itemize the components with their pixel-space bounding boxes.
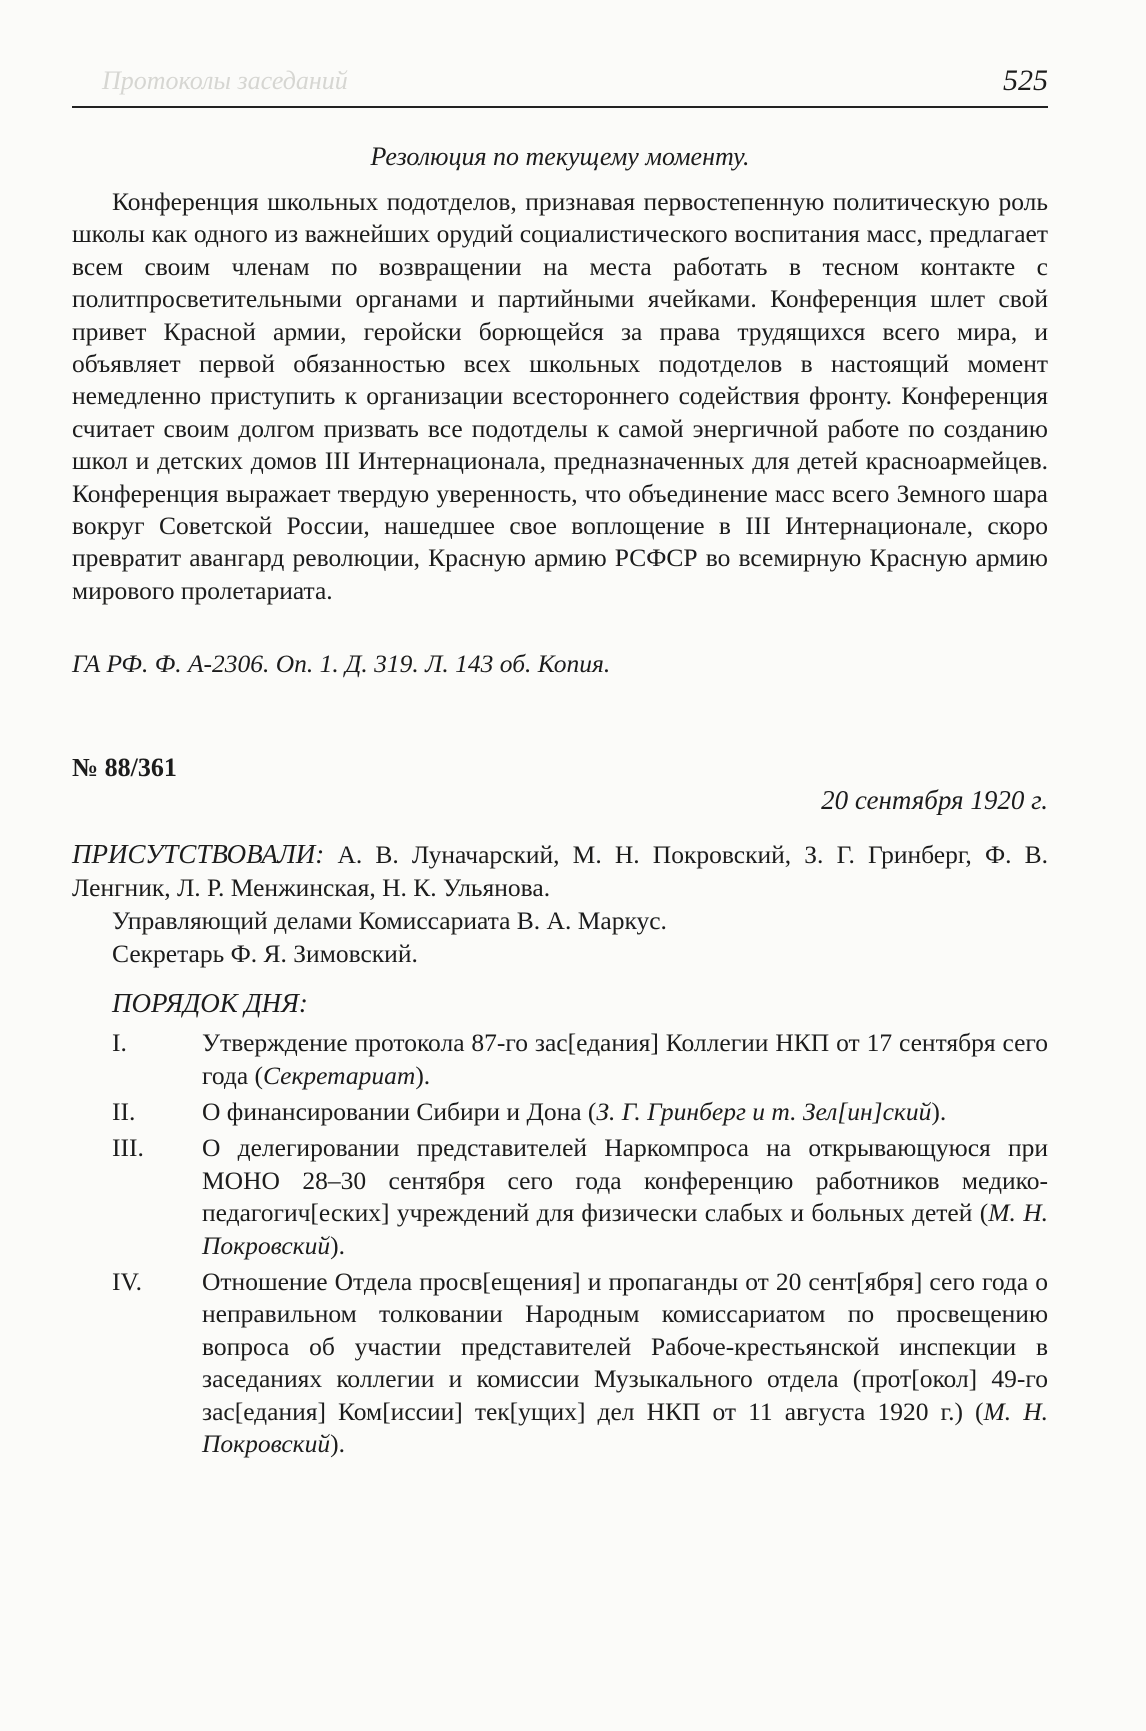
agenda-item [72,1132,1048,1262]
resolution-heading: Резолюция по текущему моменту. [370,142,750,171]
agenda-item-text: Утверждение протокола 87-го зас[едания] Коллегии НКП от 17 сентября сего года (Секретариат). [202,1028,1048,1090]
attendees-label: ПРИСУТСТВОВАЛИ: [72,839,325,870]
agenda-item-number: II. [112,1096,136,1126]
archive-source: ГА РФ. Ф. А-2306. Оп. 1. Д. 319. Л. 143 об. Копия. [72,649,611,679]
page-number: 525 [1003,64,1048,97]
agenda-title: ПОРЯДОК ДНЯ: [112,988,308,1019]
secretary-line: Секретарь Ф. Я. Зимовский. [112,939,418,969]
agenda-item-number: I. [112,1028,127,1058]
running-head: Протоколы заседаний [102,66,348,95]
resolution-text: Конференция школьных подотделов, признавая первостепенную политическую роль школы как одного из важнейших орудий социалистического воспитания масс, предлагает всем своим членам по возвращении на места работать в тесном контакте с политпросветительными органами и партийными ячейками. Конференция шлет свой привет Красной армии, геройски борющейся за права трудящихся всего мира, и объявляет первой обязанностью всех школьных подотделов в настоящий момент немедленно приступить к организации всестороннего содействия фронту. Конференция считает своим долгом призвать все подотделы к самой энергичной работе по созданию школ и детских домов III Интернационала, предназначенных для детей красноармейцев. Конференция выражает твердую уверенность, что объединение масс всего Земного шара вокруг Советской России, нашедшее свое воплощение в III Интернационале, скоро превратит авангард революции, Красную армию РСФСР во всемирную Красную армию мирового пролетариата. [72,187,1048,605]
protocol-number: № 88/361 [72,753,177,783]
page-header [72,60,1048,104]
agenda-item-text: О делегировании представителей Наркомпроса на открывающуюся при МОНО 28–30 сентября сего года конференцию работников медико-педагогич[еских] учреждений для физически слабых и больных детей (М. Н. Покровский). [202,1133,1048,1260]
agenda-item-text: О финансировании Сибири и Дона (З. Г. Гринберг и т. Зел[ин]ский). [202,1096,947,1126]
document-page [72,60,1048,1464]
agenda-item-text: Отношение Отдела просв[ещения] и пропаганды от 20 сент[ября] сего года о неправильном толковании Народным комиссариатом по просвещению вопроса об участии представителей Рабоче-крестьянской инспекции в заседаниях коллегии и комиссии Музыкального отдела (прот[окол] 49-го зас[едания] Ком[иссии] тек[ущих] дел НКП от 11 августа 1920 г.) (М. Н. Покровский). [202,1266,1048,1458]
attendees-names: А. В. Луначарский, М. Н. Покровский, З. Г. Гринберг, Ф. В. Ленгник, Л. Р. Менжинская, Н. К. Ульянова. [72,840,1049,902]
agenda-item-number: III. [112,1133,144,1163]
agenda-item [72,1266,1048,1460]
agenda-item-number: IV. [112,1266,142,1296]
protocol-date: 20 сентября 1920 г. [821,785,1048,816]
header-rule [72,106,1048,108]
agenda-item [72,1027,1048,1092]
manager-line: Управляющий делами Комиссариата В. А. Маркус. [112,906,667,936]
agenda-item [72,1096,1048,1128]
attendees [72,838,1048,904]
